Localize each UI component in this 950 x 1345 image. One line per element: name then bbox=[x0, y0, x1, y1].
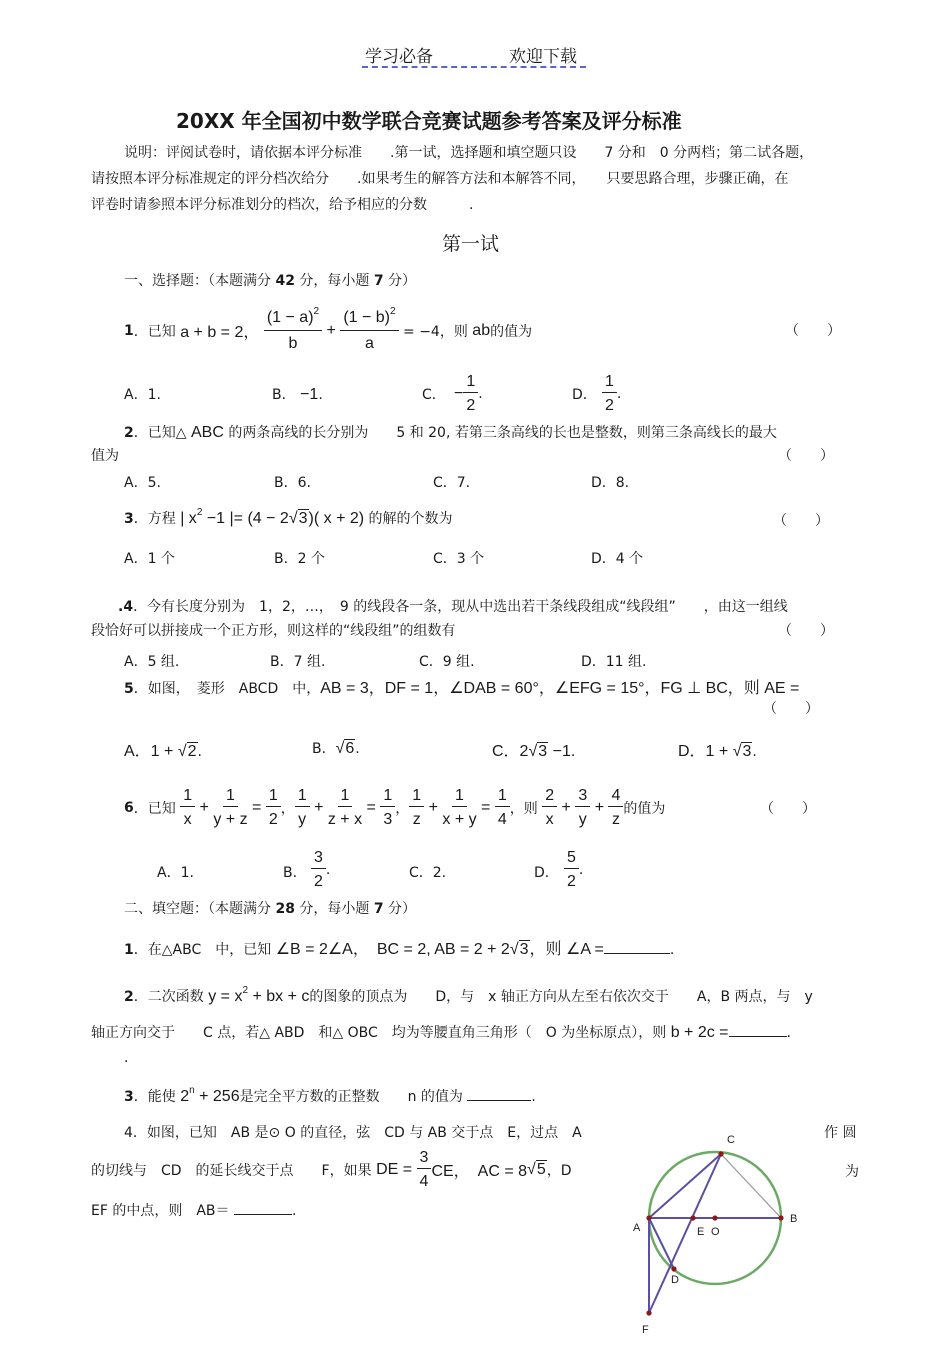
question-3: 3．方程 | $x^2 -1$ |= (4 − 2√3)( x + 2) 的解的个数为 bbox=[124, 507, 453, 527]
answer-blank-4[interactable] bbox=[234, 1214, 292, 1215]
fill-question-2-line-2: 轴正方向交于 C 点，若△ ABD 和△ OBC 均为等腰直角三角形（ O 为坐标原点），则 b + 2c = . bbox=[91, 1024, 791, 1041]
part2-heading: 二、填空题：（本题满分 28 分，每小题 7 分） bbox=[124, 901, 417, 917]
point-d bbox=[671, 1266, 676, 1271]
answer-paren-6: （ ） bbox=[760, 801, 816, 817]
geometry-figure bbox=[620, 1125, 820, 1340]
intro-line-2: 请按照本评分标准规定的评分档次给分 .如果考生的解答方法和本解答不同， 只要思路合理，步骤正确，在 bbox=[91, 171, 789, 187]
question-4-line-2: 段恰好可以拼接成一个正方形，则这样的“线段组”的组数有 bbox=[91, 623, 456, 639]
question-2-line-2: 值为 bbox=[91, 448, 119, 464]
label-a: A bbox=[633, 1222, 641, 1234]
fill-question-4-right-2: 为 bbox=[845, 1164, 859, 1180]
answer-paren-3: （ ） bbox=[773, 513, 829, 529]
answer-blank-2[interactable] bbox=[729, 1036, 787, 1037]
question-1: 1 ．已知 a + b = 2， $(1 - a)^2$ b + $\frac{(1 - b)^2}{a}$ = −4，则 ab 的值为 bbox=[124, 306, 533, 352]
label-e: E bbox=[697, 1226, 705, 1238]
point-f bbox=[646, 1310, 651, 1315]
point-b bbox=[778, 1215, 783, 1220]
point-a bbox=[646, 1215, 651, 1220]
answer-paren-2: （ ） bbox=[778, 448, 834, 464]
point-e bbox=[690, 1215, 695, 1220]
q1-options: A．1. B． −1. C． − $\frac{1}{2}$ . D． 1 2 . bbox=[124, 373, 622, 414]
intro-line-3: 评卷时请参照本评分标准划分的档次，给予相应的分数 . bbox=[91, 197, 474, 213]
point-c bbox=[718, 1151, 723, 1156]
fill-question-3: 3．能使 $2^n + 256$是完全平方数的正整数 n 的值为 . bbox=[124, 1085, 536, 1105]
point-o bbox=[712, 1215, 717, 1220]
fill-question-4-line-2: 的切线与 CD 的延长线交于点 F，如果 DE = $\frac{3}{4}$ CE， AC = 8 √5 ，D bbox=[91, 1149, 572, 1190]
header-left: 学习必备 bbox=[365, 47, 433, 67]
answer-paren-4: （ ） bbox=[778, 623, 834, 639]
question-4: .4．今有长度分别为 1，2，…， 9 的线段各一条，现从中选出若干条线段组成“线段组” ，由这一组线 bbox=[118, 599, 788, 615]
question-6: 6 ．已知 1 x + $\frac{1}{y + z}$ = $\frac{1}{2}$ ， 1 y + $\frac{1}{z + x}$ = $\frac{1}{3}$ ， 1 z + $\frac{1}{x + y}$ = $\frac{1}{4}$ ，则 2 x + $\frac{3}{y}$ + $\frac{4}{z}$ 的值为 bbox=[124, 787, 666, 828]
label-c: C bbox=[727, 1134, 735, 1146]
intro-line-1: 说明：评阅试卷时，请依据本评分标准 .第一试，选择题和填空题只设 7 分和 0 分两档；第二试各题， bbox=[124, 145, 814, 161]
question-5: 5．如图， 菱形 ABCD 中，AB = 3，DF = 1，∠DAB = 60°，∠EFG = 15°，FG ⊥ BC，则 AE = bbox=[124, 680, 800, 697]
answer-paren-5: （ ） bbox=[763, 701, 819, 717]
answer-blank-1[interactable] bbox=[604, 953, 670, 954]
section-title: 第一试 bbox=[442, 233, 500, 255]
page-title: 20XX 年全国初中数学联合竞赛试题参考答案及评分标准 bbox=[176, 109, 682, 133]
chord-ac bbox=[649, 1154, 721, 1218]
header-right: 欢迎下载 bbox=[509, 47, 577, 67]
header-divider bbox=[362, 66, 586, 68]
part1-heading: 一、选择题：（本题满分 42 分，每小题 7 分） bbox=[124, 273, 417, 289]
question-2: 2．已知△ ABC 的两条高线的长分别为 5 和 20, 若第三条高线的长也是整数，则第三条高线长的最大 bbox=[124, 424, 777, 441]
answer-blank-3[interactable] bbox=[467, 1100, 531, 1101]
answer-paren-1: （ ） bbox=[785, 323, 841, 339]
fill-question-4: 4．如图，已知 AB 是⊙ O 的直径，弦 CD 与 AB 交于点 E，过点 A bbox=[124, 1125, 582, 1141]
fill-question-1: 1．在△ABC 中，已知 ∠B = 2∠A， BC = 2, AB = 2 + 2√3，则 ∠A = . bbox=[124, 941, 675, 958]
q6-options: A．1. B． 3 2 . C．2. D． 5 2 . bbox=[157, 849, 584, 890]
label-f: F bbox=[642, 1324, 649, 1336]
fill-question-4-line-3: EF 的中点，则 AB＝ . bbox=[91, 1203, 297, 1219]
label-d: D bbox=[671, 1274, 679, 1286]
label-b: B bbox=[790, 1213, 798, 1225]
fill-question-2: 2．二次函数 $y = x^2$ + bx + c的图象的顶点为 D，与 x 轴正方向从左至右依次交于 A，B 两点，与 y bbox=[124, 985, 813, 1005]
label-o: O bbox=[711, 1226, 720, 1238]
segment-ad bbox=[649, 1218, 674, 1269]
fill-question-2-line-3: . bbox=[124, 1050, 129, 1066]
fill-question-4-right-1: 作 圆 bbox=[824, 1125, 857, 1141]
